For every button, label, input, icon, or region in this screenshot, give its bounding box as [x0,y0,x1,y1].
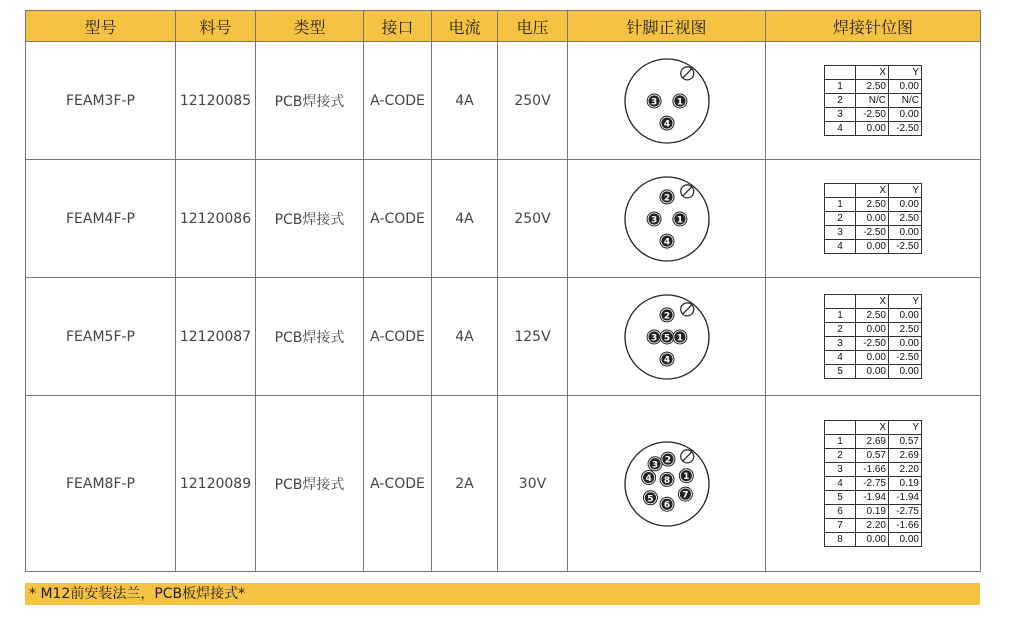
coordinate-x: -2.50 [856,337,889,351]
coordinate-x: 0.57 [856,449,889,463]
pin-4 [660,116,674,130]
coordinate-pin: 7 [825,519,856,533]
header-model: 型号 [26,11,176,42]
coordinate-pin: 1 [825,80,856,94]
pin-number: 4 [663,119,670,130]
pin-number: 8 [663,475,670,486]
interface-cell: A-CODE [364,42,432,160]
type-cell: PCB焊接式 [256,42,364,160]
coordinate-x: 2.69 [856,435,889,449]
coordinate-y: 0.00 [889,108,922,122]
coordinate-x: 0.19 [856,505,889,519]
pin-number: 2 [663,192,670,203]
coordinate-header-x: X [856,184,889,198]
coordinate-pin: 3 [825,226,856,240]
voltage-cell: 250V [498,160,568,278]
coordinate-row [825,80,922,94]
coordinate-row [825,212,922,226]
coordinate-y: 0.00 [889,198,922,212]
coordinate-header-y: Y [889,295,922,309]
pin-number: 1 [676,333,683,343]
coordinate-x: 0.00 [856,365,889,379]
coordinate-header-blank [825,421,856,435]
voltage-cell: 125V [498,278,568,396]
pin-front-view-cell [568,278,766,396]
coordinate-y: -2.50 [889,351,922,365]
coordinate-header-y: Y [889,421,922,435]
pin-8 [660,472,674,486]
pin-front-view-cell [568,42,766,160]
pin-1 [679,468,693,482]
interface-cell: A-CODE [364,278,432,396]
coordinate-x: 0.00 [856,323,889,337]
model-cell: FEAM3F-P [26,42,176,160]
coordinate-header-row [825,421,922,435]
pin-number: 7 [681,490,689,501]
pin-4 [660,234,674,248]
coordinate-row [825,198,922,212]
coordinate-pin: 3 [825,463,856,477]
coordinate-x: 0.00 [856,122,889,136]
coordinate-y: 2.20 [889,463,922,477]
pin-1 [672,330,686,344]
table-row [26,278,981,396]
coordinate-pin: 1 [825,435,856,449]
pin-number: 1 [676,215,683,225]
coordinate-pin: 6 [825,505,856,519]
coordinate-pin: 2 [825,212,856,226]
coordinate-y: 2.50 [889,212,922,226]
coordinate-y: -1.66 [889,519,922,533]
header-part-no: 料号 [176,11,256,42]
coordinate-row [825,365,922,379]
type-cell: PCB焊接式 [256,160,364,278]
solder-pin-map-cell [766,278,981,396]
coordinate-y: -2.50 [889,122,922,136]
coordinate-pin: 4 [825,351,856,365]
coordinate-y: -1.94 [889,491,922,505]
voltage-cell: 30V [498,396,568,572]
part-no-cell: 12120089 [176,396,256,572]
coordinate-y: N/C [889,94,922,108]
coordinate-header-blank [825,66,856,80]
pin-4 [641,470,655,484]
coordinate-table [824,294,922,379]
coordinate-pin: 5 [825,491,856,505]
coordinate-x: -2.50 [856,226,889,240]
coordinate-header-y: Y [889,184,922,198]
coordinate-y: 0.00 [889,365,922,379]
pin-number: 3 [650,215,657,225]
coordinate-row [825,122,922,136]
coordinate-header-row [825,66,922,80]
coordinate-y: -2.50 [889,240,922,254]
coordinate-y: 0.57 [889,435,922,449]
coordinate-pin: 8 [825,533,856,547]
connector-face-diagram [621,438,713,530]
coordinate-y: 0.00 [889,309,922,323]
coordinate-x: -2.50 [856,108,889,122]
coordinate-x: N/C [856,94,889,108]
coordinate-x: 2.50 [856,80,889,94]
coordinate-table [824,420,922,547]
coordinate-header-blank [825,295,856,309]
coordinate-x: 0.00 [856,533,889,547]
coordinate-y: 0.00 [889,533,922,547]
coordinate-row [825,505,922,519]
pin-2 [660,189,674,203]
pin-number: 4 [663,355,670,366]
header-voltage: 电压 [498,11,568,42]
pin-number: 2 [663,310,670,321]
table-row [26,42,981,160]
model-cell: FEAM4F-P [26,160,176,278]
interface-cell: A-CODE [364,396,432,572]
pin-number: 3 [650,97,657,107]
header-solder-pin-map: 焊接针位图 [766,11,981,42]
connector-face-diagram [621,291,713,383]
coordinate-pin: 1 [825,309,856,323]
coordinate-y: 2.50 [889,323,922,337]
coordinate-header-x: X [856,66,889,80]
part-no-cell: 12120086 [176,160,256,278]
coordinate-header-x: X [856,421,889,435]
coordinate-row [825,533,922,547]
coordinate-pin: 2 [825,323,856,337]
pin-number: 1 [682,471,689,482]
coordinate-x: -2.75 [856,477,889,491]
header-row [26,11,981,42]
coordinate-pin: 2 [825,449,856,463]
coordinate-row [825,351,922,365]
coordinate-x: 0.00 [856,212,889,226]
coordinate-row [825,477,922,491]
coordinate-y: 0.00 [889,226,922,240]
pin-1 [672,212,686,226]
coordinate-y: 0.00 [889,337,922,351]
header-type: 类型 [256,11,364,42]
coordinate-row [825,323,922,337]
pin-number: 3 [651,459,658,470]
footnote: * M12前安装法兰，PCB板焊接式* [25,583,980,605]
pin-1 [672,94,686,108]
coordinate-x: -1.94 [856,491,889,505]
solder-pin-map-cell [766,396,981,572]
pin-number: 3 [650,333,657,343]
coordinate-row [825,226,922,240]
coordinate-header-row [825,184,922,198]
pin-3 [647,94,661,108]
coordinate-header-row [825,295,922,309]
coordinate-x: 2.50 [856,198,889,212]
coordinate-pin: 3 [825,108,856,122]
coordinate-row [825,463,922,477]
table-row [26,160,981,278]
coordinate-row [825,491,922,505]
coordinate-pin: 2 [825,94,856,108]
header-interface: 接口 [364,11,432,42]
coordinate-row [825,309,922,323]
coordinate-x: 2.50 [856,309,889,323]
coordinate-x: 2.20 [856,519,889,533]
pin-number: 5 [663,333,670,343]
coordinate-row [825,435,922,449]
pin-front-view-cell [568,160,766,278]
pin-2 [660,452,674,466]
coordinate-pin: 1 [825,198,856,212]
coordinate-row [825,108,922,122]
coordinate-x: 0.00 [856,240,889,254]
table-row [26,396,981,572]
current-cell: 4A [432,160,498,278]
coordinate-pin: 4 [825,477,856,491]
solder-pin-map-cell [766,160,981,278]
pin-2 [660,307,674,321]
pin-number: 2 [664,455,671,466]
coordinate-x: -1.66 [856,463,889,477]
header-current: 电流 [432,11,498,42]
current-cell: 4A [432,278,498,396]
pin-number: 6 [663,500,670,511]
type-cell: PCB焊接式 [256,278,364,396]
pin-3 [647,330,661,344]
pin-7 [678,487,692,501]
pin-5 [660,330,674,344]
coordinate-pin: 3 [825,337,856,351]
header-pin-front-view: 针脚正视图 [568,11,766,42]
current-cell: 2A [432,396,498,572]
pin-3 [648,456,662,470]
coordinate-y: 0.19 [889,477,922,491]
connector-face-diagram [621,173,713,265]
coordinate-row [825,337,922,351]
coordinate-table [824,183,922,254]
product-table [25,10,981,572]
pin-number: 4 [644,473,652,484]
interface-cell: A-CODE [364,160,432,278]
pin-3 [647,212,661,226]
coordinate-x: 0.00 [856,351,889,365]
pin-6 [660,497,674,511]
coordinate-y: 2.69 [889,449,922,463]
coordinate-header-blank [825,184,856,198]
coordinate-y: 0.00 [889,80,922,94]
model-cell: FEAM8F-P [26,396,176,572]
connector-face-diagram [621,55,713,147]
pin-number: 5 [646,493,654,504]
voltage-cell: 250V [498,42,568,160]
coordinate-header-x: X [856,295,889,309]
coordinate-pin: 4 [825,122,856,136]
type-cell: PCB焊接式 [256,396,364,572]
solder-pin-map-cell [766,42,981,160]
coordinate-table [824,65,922,136]
coordinate-row [825,519,922,533]
coordinate-row [825,94,922,108]
coordinate-row [825,240,922,254]
pin-number: 4 [663,237,670,248]
coordinate-header-y: Y [889,66,922,80]
coordinate-row [825,449,922,463]
model-cell: FEAM5F-P [26,278,176,396]
part-no-cell: 12120087 [176,278,256,396]
current-cell: 4A [432,42,498,160]
pin-4 [660,352,674,366]
part-no-cell: 12120085 [176,42,256,160]
pin-number: 1 [676,97,683,107]
pin-front-view-cell [568,396,766,572]
coordinate-y: -2.75 [889,505,922,519]
coordinate-pin: 5 [825,365,856,379]
pin-5 [643,490,657,504]
coordinate-pin: 4 [825,240,856,254]
